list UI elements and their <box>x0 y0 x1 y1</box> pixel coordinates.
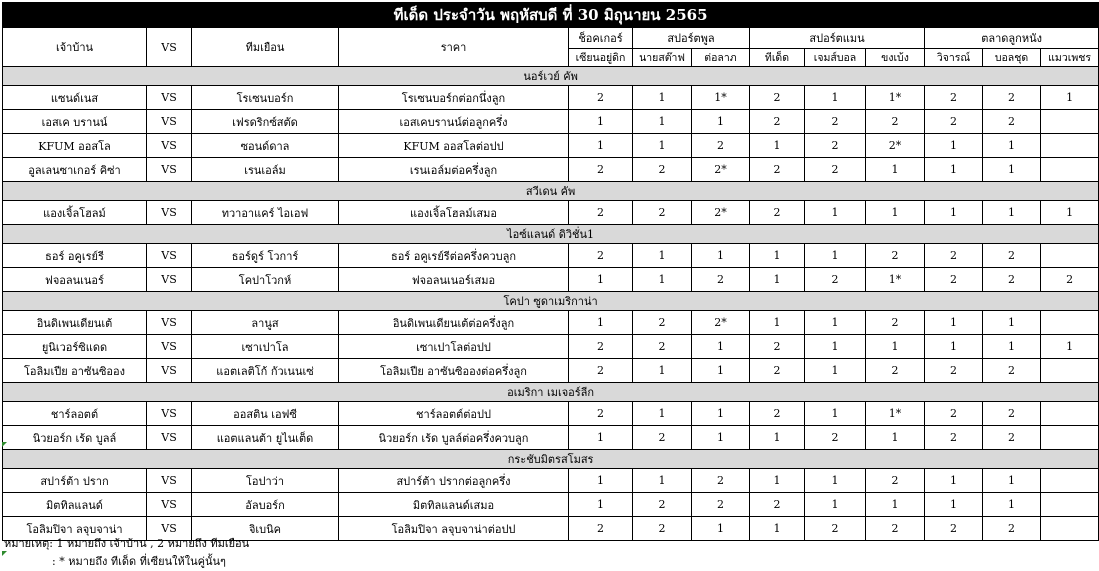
vs-label: VS <box>147 426 192 450</box>
price-line: KFUM ออสโลต่อปป <box>339 134 569 158</box>
pick-cell: 1* <box>866 402 925 426</box>
pick-cell: 1 <box>805 311 866 335</box>
price-line: นิวยอร์ก เร้ด บูลล์ต่อครึ่งควบลูก <box>339 426 569 450</box>
pick-cell: 2 <box>983 110 1041 134</box>
pick-cell: 2 <box>983 268 1041 292</box>
pick-cell: 2 <box>866 469 925 493</box>
pick-cell: 1 <box>569 469 633 493</box>
section-row <box>3 292 1099 311</box>
pick-cell: 1 <box>1041 201 1099 225</box>
pick-cell: 2 <box>866 244 925 268</box>
pick-cell: 1 <box>866 201 925 225</box>
pick-cell: 1 <box>750 268 805 292</box>
pick-cell: 2 <box>750 110 805 134</box>
vs-label: VS <box>147 469 192 493</box>
price-line: เอสเคบรานน์ต่อลูกครึ่ง <box>339 110 569 134</box>
vs-label: VS <box>147 335 192 359</box>
table-row <box>3 335 1099 359</box>
section-title: สวีเดน คัพ <box>3 182 1099 201</box>
pick-cell: 2 <box>750 86 805 110</box>
pick-cell: 2 <box>750 493 805 517</box>
pick-cell: 2 <box>983 244 1041 268</box>
pick-cell: 1 <box>750 134 805 158</box>
home-team: ฟจอลนเนอร์ <box>3 268 147 292</box>
pick-cell: 2* <box>692 158 750 182</box>
home-team: แองเจิ้ลโฮลม์ <box>3 201 147 225</box>
away-team: ออสติน เอฟซี <box>192 402 339 426</box>
pick-cell: 1 <box>633 359 692 383</box>
pick-cell: 2 <box>750 359 805 383</box>
header-expert: ทีเด็ด <box>750 49 805 67</box>
pick-cell: 1 <box>805 469 866 493</box>
pick-cell: 1 <box>866 493 925 517</box>
pick-cell: 1 <box>983 311 1041 335</box>
pick-cell: 1 <box>692 335 750 359</box>
pick-cell: 1 <box>983 158 1041 182</box>
pick-cell: 1 <box>692 359 750 383</box>
notes <box>4 535 249 571</box>
pick-cell: 2 <box>633 158 692 182</box>
header-vs: VS <box>147 28 192 67</box>
pick-cell: 1 <box>983 201 1041 225</box>
header-expert: บอลชุด <box>983 49 1041 67</box>
table-row <box>3 134 1099 158</box>
away-team: แอตเลติโก้ กัวเนนเซ่ <box>192 359 339 383</box>
pick-cell: 1 <box>633 402 692 426</box>
vs-label: VS <box>147 359 192 383</box>
pick-cell: 1 <box>1041 335 1099 359</box>
home-team: โอลิมปิจา ลจุบจาน่า <box>3 517 147 541</box>
header-group-sportman: สปอร์ตแมน <box>750 28 925 49</box>
pick-cell: 2 <box>633 493 692 517</box>
price-line: โอลิมปิจา ลจุบจาน่าต่อปป <box>339 517 569 541</box>
home-team: ยูนิเวอร์ซิแดด <box>3 335 147 359</box>
pick-cell: 2 <box>925 268 983 292</box>
header-row-groups <box>3 28 1099 49</box>
pick-cell: 2* <box>866 134 925 158</box>
pick-cell: 2 <box>925 110 983 134</box>
pick-cell: 2* <box>692 201 750 225</box>
pick-cell <box>1041 517 1099 541</box>
pick-cell: 1 <box>983 134 1041 158</box>
header-group-market: ตลาดลูกหนัง <box>925 28 1099 49</box>
pick-cell: 1 <box>925 493 983 517</box>
pick-cell: 1 <box>805 493 866 517</box>
pick-cell: 1 <box>692 426 750 450</box>
away-team: ลานูส <box>192 311 339 335</box>
pick-cell: 1 <box>925 469 983 493</box>
home-team: อินดิเพนเดียนเต้ <box>3 311 147 335</box>
pick-cell: 2* <box>692 311 750 335</box>
pick-cell: 2 <box>569 158 633 182</box>
comment-marker-icon <box>2 442 7 447</box>
pick-cell <box>1041 359 1099 383</box>
pick-cell: 1 <box>569 268 633 292</box>
pick-cell: 2 <box>569 244 633 268</box>
vs-label: VS <box>147 311 192 335</box>
pick-cell: 1 <box>569 311 633 335</box>
price-line: สปาร์ต้า ปรากต่อลูกครึ่ง <box>339 469 569 493</box>
pick-cell: 1 <box>750 426 805 450</box>
header-expert: แมวเพชร <box>1041 49 1099 67</box>
comment-marker-icon <box>2 551 7 556</box>
away-team: เซาเปาโล <box>192 335 339 359</box>
table-row <box>3 201 1099 225</box>
pick-cell: 2 <box>633 201 692 225</box>
pick-cell: 2 <box>569 402 633 426</box>
pick-cell: 2 <box>925 86 983 110</box>
pick-cell: 1 <box>633 268 692 292</box>
sheet-title: ทีเด็ด ประจำวัน พฤหัสบดี ที่ 30 มิถุนายน 2565 <box>3 3 1099 28</box>
price-line: แองเจิ้ลโฮลม์เสมอ <box>339 201 569 225</box>
pick-cell <box>1041 110 1099 134</box>
table-row <box>3 469 1099 493</box>
table-row <box>3 493 1099 517</box>
pick-cell: 1 <box>569 493 633 517</box>
section-title: ไอซ์แลนด์ ดิวิชั่น1 <box>3 225 1099 244</box>
pick-cell: 1 <box>805 359 866 383</box>
pick-cell <box>1041 402 1099 426</box>
vs-label: VS <box>147 244 192 268</box>
note-star: : * หมายถึง ทีเด็ด ที่เซียนให้ในคู่นั้นๆ <box>52 555 226 568</box>
header-expert: ขงเบ้ง <box>866 49 925 67</box>
pick-cell <box>1041 493 1099 517</box>
vs-label: VS <box>147 402 192 426</box>
pick-cell: 1 <box>805 201 866 225</box>
pick-cell <box>1041 134 1099 158</box>
pick-cell: 1 <box>925 134 983 158</box>
pick-cell: 2 <box>805 426 866 450</box>
pick-cell: 1 <box>805 402 866 426</box>
pick-cell: 1 <box>983 469 1041 493</box>
pick-cell: 1* <box>692 86 750 110</box>
vs-label: VS <box>147 268 192 292</box>
table-row <box>3 158 1099 182</box>
home-team: แซนด์เนส <box>3 86 147 110</box>
vs-label: VS <box>147 110 192 134</box>
pick-cell <box>1041 426 1099 450</box>
header-away: ทีมเยือน <box>192 28 339 67</box>
header-expert: วิจารณ์ <box>925 49 983 67</box>
away-team: เฟรดริกซ์สตัด <box>192 110 339 134</box>
pick-cell: 2 <box>1041 268 1099 292</box>
section-row <box>3 383 1099 402</box>
pick-cell: 2 <box>692 469 750 493</box>
pick-cell: 1 <box>866 335 925 359</box>
table-row <box>3 359 1099 383</box>
pick-cell: 2 <box>925 402 983 426</box>
away-team: โรเซนบอร์ก <box>192 86 339 110</box>
price-line: โรเซนบอร์กต่อกนึ่งลูก <box>339 86 569 110</box>
section-row <box>3 67 1099 86</box>
pick-cell: 2 <box>805 158 866 182</box>
pick-cell: 2 <box>925 517 983 541</box>
pick-cell: 2 <box>866 110 925 134</box>
pick-cell: 1 <box>750 517 805 541</box>
pick-cell: 1 <box>633 244 692 268</box>
price-line: โอลิมเปีย อาซันซิอองต่อครึ่งลูก <box>339 359 569 383</box>
pick-cell: 2 <box>750 402 805 426</box>
section-title: กระชับมิตรสโมสร <box>3 450 1099 469</box>
header-home: เจ้าบ้าน <box>3 28 147 67</box>
away-team: ธอร์ดูร์ โวการ์ <box>192 244 339 268</box>
pick-cell: 1 <box>569 426 633 450</box>
home-team: มิตทิลแลนด์ <box>3 493 147 517</box>
pick-cell <box>1041 469 1099 493</box>
pick-cell: 1 <box>983 335 1041 359</box>
home-team: ธอร์ อคูเรย์รี <box>3 244 147 268</box>
away-team: ซอนด์ดาล <box>192 134 339 158</box>
pick-cell: 2 <box>692 268 750 292</box>
price-line: อินดิเพนเดียนเต้ต่อครึ่งลูก <box>339 311 569 335</box>
pick-cell: 1 <box>633 134 692 158</box>
pick-cell: 1 <box>692 244 750 268</box>
pick-cell: 2 <box>692 493 750 517</box>
pick-cell: 1* <box>866 268 925 292</box>
pick-cell: 2 <box>866 359 925 383</box>
pick-cell: 1 <box>925 311 983 335</box>
pick-cell: 1 <box>1041 86 1099 110</box>
pick-cell: 1 <box>866 426 925 450</box>
away-team: แอตแลนต้า ยูไนเต็ด <box>192 426 339 450</box>
pick-cell: 2 <box>805 268 866 292</box>
away-team: อัลบอร์ก <box>192 493 339 517</box>
vs-label: VS <box>147 134 192 158</box>
pick-cell: 2 <box>805 110 866 134</box>
pick-cell: 2 <box>633 517 692 541</box>
pick-cell: 2 <box>569 359 633 383</box>
table-row <box>3 426 1099 450</box>
pick-cell: 2 <box>983 402 1041 426</box>
home-team: โอลิมเปีย อาซันซิออง <box>3 359 147 383</box>
away-team: ทวาอาแคร์ ไอเอฟ <box>192 201 339 225</box>
home-team: เอสเค บรานน์ <box>3 110 147 134</box>
pick-cell: 2 <box>805 517 866 541</box>
price-line: มิตทิลแลนด์เสมอ <box>339 493 569 517</box>
pick-cell: 2 <box>925 426 983 450</box>
table-row <box>3 311 1099 335</box>
away-team: โคปาโวกห์ <box>192 268 339 292</box>
section-title: โคปา ซูดาเมริกาน่า <box>3 292 1099 311</box>
home-team: สปาร์ต้า ปราก <box>3 469 147 493</box>
section-row <box>3 225 1099 244</box>
away-team: เรนเอล์ม <box>192 158 339 182</box>
pick-cell: 1 <box>692 402 750 426</box>
pick-cell <box>1041 158 1099 182</box>
pick-cell: 2 <box>983 517 1041 541</box>
vs-label: VS <box>147 517 192 541</box>
price-line: ฟจอลนเนอร์เสมอ <box>339 268 569 292</box>
pick-cell: 1 <box>925 201 983 225</box>
table-row <box>3 110 1099 134</box>
pick-cell: 2 <box>633 311 692 335</box>
header-group-sportpool: สปอร์ตพูล <box>633 28 750 49</box>
title-row <box>3 3 1099 28</box>
away-team: โอปาว่า <box>192 469 339 493</box>
pick-cell: 2 <box>750 335 805 359</box>
section-row <box>3 182 1099 201</box>
pick-cell: 1 <box>569 110 633 134</box>
vs-label: VS <box>147 493 192 517</box>
pick-cell: 2 <box>866 311 925 335</box>
pick-cell: 2 <box>633 426 692 450</box>
pick-cell: 1 <box>633 469 692 493</box>
table-row <box>3 244 1099 268</box>
pick-cell: 2 <box>569 86 633 110</box>
table-row <box>3 402 1099 426</box>
pick-cell: 2 <box>983 86 1041 110</box>
home-team: อูลเลนซาเกอร์ คิซ่า <box>3 158 147 182</box>
pick-cell: 1 <box>633 86 692 110</box>
pick-cell: 2 <box>750 158 805 182</box>
pick-cell: 2 <box>866 517 925 541</box>
pick-cell <box>1041 311 1099 335</box>
pick-cell: 2 <box>925 244 983 268</box>
header-expert: เจมส์บอล <box>805 49 866 67</box>
pick-cell: 1 <box>692 110 750 134</box>
pick-cell: 2 <box>569 335 633 359</box>
pick-cell: 2 <box>983 426 1041 450</box>
pick-cell: 2 <box>633 335 692 359</box>
pick-cell <box>1041 244 1099 268</box>
pick-cell: 1 <box>805 335 866 359</box>
price-line: เรนเอล์มต่อครึ่งลูก <box>339 158 569 182</box>
home-team: KFUM ออสโล <box>3 134 147 158</box>
price-line: ธอร์ อคูเรย์รีต่อครึ่งควบลูก <box>339 244 569 268</box>
table-row <box>3 268 1099 292</box>
note-legend: หมายเหตุ: 1 หมายถึง เจ้าบ้าน , 2 หมายถึง ทีมเยือน <box>4 537 250 550</box>
pick-cell: 1 <box>750 469 805 493</box>
pick-cell: 1 <box>925 158 983 182</box>
header-price: ราคา <box>339 28 569 67</box>
tips-table <box>2 2 1099 541</box>
header-expert: ต่อลาภ <box>692 49 750 67</box>
pick-cell: 1* <box>866 86 925 110</box>
price-line: เซาเปาโลต่อปป <box>339 335 569 359</box>
pick-cell: 2 <box>750 201 805 225</box>
pick-cell: 2 <box>805 134 866 158</box>
pick-cell: 2 <box>569 201 633 225</box>
pick-cell: 1 <box>983 493 1041 517</box>
pick-cell: 2 <box>983 359 1041 383</box>
pick-cell: 2 <box>692 134 750 158</box>
section-title: อเมริกา เมเจอร์ลีก <box>3 383 1099 402</box>
pick-cell: 2 <box>569 517 633 541</box>
home-team: นิวยอร์ก เร้ด บูลล์ <box>3 426 147 450</box>
vs-label: VS <box>147 158 192 182</box>
section-row <box>3 450 1099 469</box>
vs-label: VS <box>147 201 192 225</box>
pick-cell: 1 <box>805 86 866 110</box>
price-line: ชาร์ลอตต์ต่อปป <box>339 402 569 426</box>
header-expert: เซียนอยู่ดิก <box>569 49 633 67</box>
vs-label: VS <box>147 86 192 110</box>
home-team: ชาร์ลอตต์ <box>3 402 147 426</box>
table-row <box>3 86 1099 110</box>
section-title: นอร์เวย์ คัพ <box>3 67 1099 86</box>
pick-cell: 1 <box>569 134 633 158</box>
pick-cell: 1 <box>925 335 983 359</box>
away-team: จิเบนิค <box>192 517 339 541</box>
pick-cell: 2 <box>925 359 983 383</box>
pick-cell: 1 <box>866 158 925 182</box>
pick-cell: 1 <box>750 311 805 335</box>
pick-cell: 1 <box>750 244 805 268</box>
pick-cell: 1 <box>633 110 692 134</box>
pick-cell: 1 <box>692 517 750 541</box>
header-group-shocker: ช็อคเกอร์ <box>569 28 633 49</box>
header-expert: นายสต๊าฟ <box>633 49 692 67</box>
pick-cell: 1 <box>805 244 866 268</box>
